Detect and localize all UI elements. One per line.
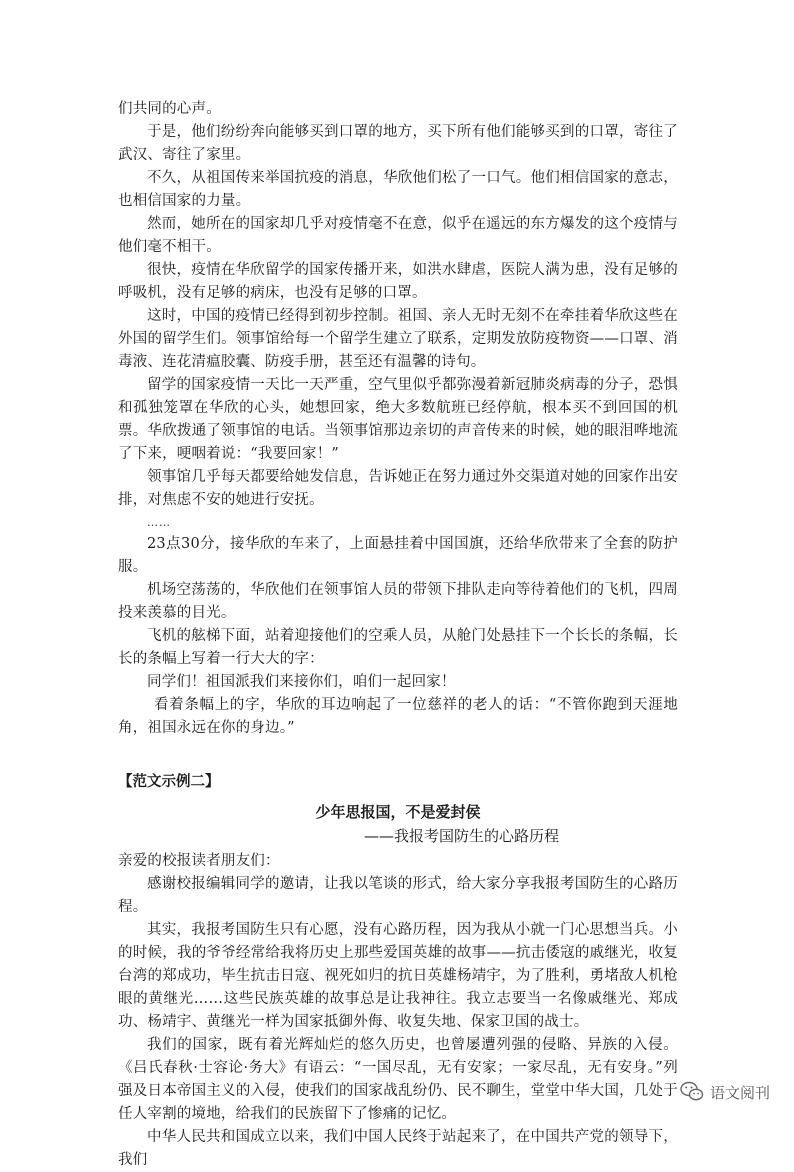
- salutation: 亲爱的校报读者朋友们：: [118, 853, 280, 869]
- paragraph: 飞机的舷梯下面，站着迎接他们的空乘人员，从舱门处悬挂下一个长长的条幅，长长的条幅上写着一行大大的字：: [118, 628, 678, 667]
- paragraph: 领事馆几乎每天都要给她发信息，告诉她正在努力通过外交渠道对她的回家作出安排，对焦虑不安的她进行安抚。: [118, 469, 678, 508]
- paragraph: 然而，她所在的国家却几乎对疫情毫不在意，似乎在遥远的东方爆发的这个疫情与他们毫不相干。: [118, 216, 678, 255]
- watermark-label: 语文阅刊: [709, 1083, 770, 1102]
- paragraph: 留学的国家疫情一天比一天严重，空气里似乎都弥漫着新冠肺炎病毒的分子，恐惧和孤独笼罩在华欣的心头，她想回家，绝大多数航班已经停航，根本买不到回国的机票。华欣拨通了领事馆的电话。当领事馆那边亲切的声音传来的时候，她的眼泪哗地流了下来，哽咽着说：“我要回家！”: [118, 377, 678, 462]
- section-heading: 【范文示例二】: [118, 774, 220, 790]
- essay-subtitle: ——我报考国防生的心路历程: [364, 827, 560, 845]
- paragraph: 机场空荡荡的，华欣他们在领事馆人员的带领下排队走向等待着他们的飞机，四周投来羡慕的目光。: [118, 582, 678, 621]
- paragraph: 这时，中国的疫情已经得到初步控制。祖国、亲人无时无刻不在牵挂着华欣这些在外国的留学生们。领事馆给每一个留学生建立了联系，定期发放防疫物资——口罩、消毒液、连花清瘟胶囊、防疫手册，甚至还有温馨的诗句。: [118, 308, 678, 370]
- paragraph: 其实，我报考国防生只有心愿，没有心路历程，因为我从小就一门心思想当兵。小的时候，我的爷爷经常给我将历史上那些爱国英雄的故事——抗击倭寇的戚继光，收复台湾的郑成功，毕生抗击日寇、视死如归的抗日英雄杨靖宇，为了胜利，勇堵敌人机枪眼的黄继光……这些民族英雄的故事总是让我神往。我立志要当一名像戚继光、郑成功、杨靖宇、黄继光一样为国家抵御外侮、收复失地、保家卫国的战士。: [118, 922, 678, 1030]
- paragraph: 感谢校报编辑同学的邀请，让我以笔谈的形式，给大家分享我报考国防生的心路历程。: [118, 876, 678, 915]
- paragraph: 23点30分，接华欣的车来了，上面悬挂着中国国旗，还给华欣带来了全套的防护服。: [118, 536, 678, 575]
- essay-title: 少年思报国，不是爱封侯: [315, 803, 481, 821]
- wechat-icon: [680, 1081, 704, 1103]
- banner-text: 同学们！祖国派我们来接你们，咱们一起回家！: [147, 674, 456, 690]
- paragraph: 很快，疫情在华欣留学的国家传播开来，如洪水肆虐，医院人满为患，没有足够的呼吸机，没有足够的病床，也没有足够的口罩。: [118, 262, 678, 301]
- paragraph: 看着条幅上的字，华欣的耳边响起了一位慈祥的老人的话：“不管你跑到天涯地角，祖国永远在你的身边。”: [118, 697, 678, 736]
- paragraph: 中华人民共和国成立以来，我们中国人民终于站起来了，在中国共产党的领导下，我们: [118, 1129, 678, 1168]
- document-page: [118, 98, 678, 1172]
- paragraph: 于是，他们纷纷奔向能够买到口罩的地方，买下所有他们能够买到的口罩，寄往了武汉、寄往了家里。: [118, 124, 678, 163]
- paragraph: 们共同的心声。: [118, 101, 221, 117]
- paragraph: 我们的国家，既有着光辉灿烂的悠久历史，也曾屡遭列强的侵略、异族的入侵。《吕氏春秋·士容论·务大》有语云：“一国尽乱，无有安家；一家尽乱，无有安身。”列强及日本帝国主义的入侵，使我们的国家战乱纷仍、民不聊生，堂堂中华大国，几处于任人宰割的境地，给我们的民族留下了惨痛的记忆。: [118, 1037, 678, 1122]
- paragraph: 不久，从祖国传来举国抗疫的消息，华欣他们松了一口气。他们相信国家的意志，也相信国家的力量。: [118, 170, 678, 209]
- watermark: [680, 1081, 770, 1103]
- ellipsis: ……: [147, 516, 171, 529]
